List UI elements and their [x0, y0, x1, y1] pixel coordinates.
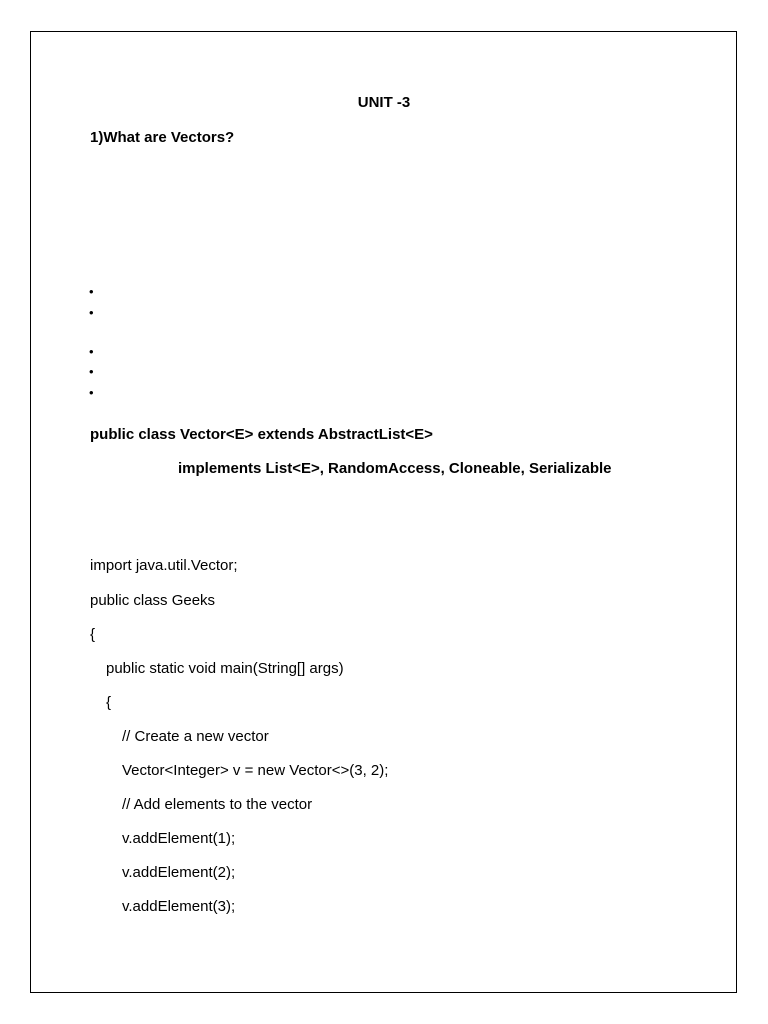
- code-line: import java.util.Vector;: [90, 557, 238, 574]
- bullet-point: •: [89, 344, 94, 359]
- code-line: v.addElement(2);: [122, 864, 236, 881]
- class-declaration-line: implements List<E>, RandomAccess, Cloneable, Serializable: [178, 460, 612, 477]
- code-line: public class Geeks: [90, 592, 216, 609]
- class-declaration-line: public class Vector<E> extends AbstractList<E>: [90, 426, 433, 443]
- bullet-point: •: [89, 305, 94, 320]
- question-heading: 1)What are Vectors?: [90, 129, 235, 146]
- bullet-point: •: [89, 385, 94, 400]
- unit-title: UNIT -3: [357, 94, 411, 111]
- code-line: v.addElement(3);: [122, 898, 236, 915]
- code-line: v.addElement(1);: [122, 830, 236, 847]
- page-border: [30, 31, 737, 993]
- code-line: public static void main(String[] args): [106, 660, 344, 677]
- code-line: {: [90, 626, 96, 643]
- bullet-point: •: [89, 364, 94, 379]
- code-comment: // Create a new vector: [122, 728, 269, 745]
- code-line: Vector<Integer> v = new Vector<>(3, 2);: [122, 762, 389, 779]
- code-comment: // Add elements to the vector: [122, 796, 313, 813]
- bullet-point: •: [89, 284, 94, 299]
- code-line: {: [106, 694, 112, 711]
